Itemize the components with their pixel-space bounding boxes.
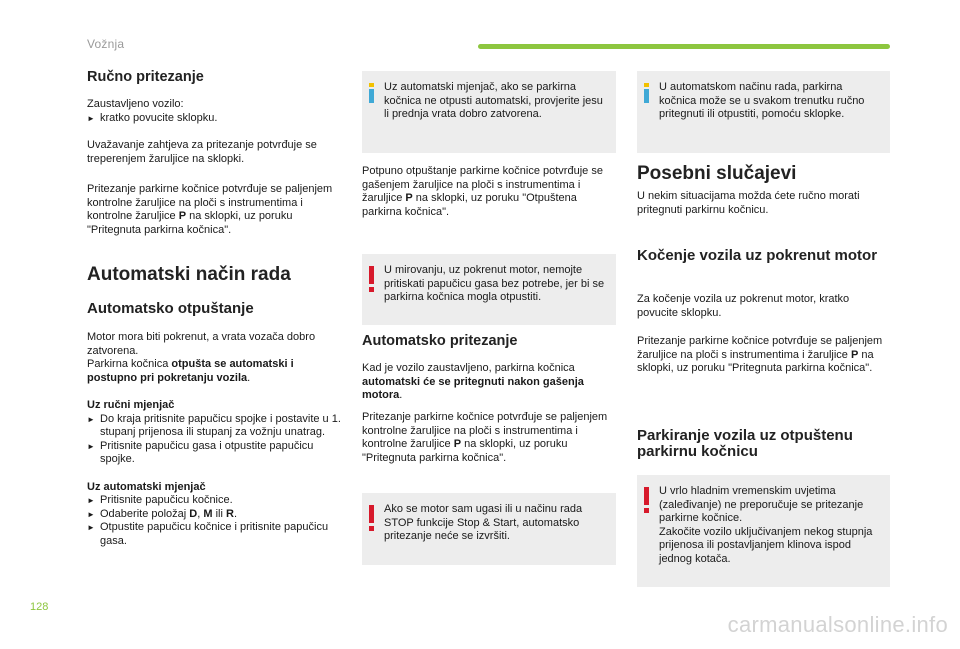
paragraph: Za kočenje vozila uz pokrenut motor, kratko povucite sklopku. bbox=[637, 293, 850, 319]
list-item: ► Pritisnite papučicu kočnice. bbox=[87, 494, 233, 506]
warning-note: U vrlo hladnim vremenskim uvjetima (zaleđivanje) ne preporučuje se pritezanje parkirne kočnice. Zakočite vozilo uključivanjem nekog stupnja prijenosa ili postavljanjem klinova ispod jednog kotača. bbox=[637, 475, 890, 587]
info-note: Uz automatski mjenjač, ako se parkirna kočnica ne otpusti automatski, provjerite jesu li prednja vrata dobro zatvorena. bbox=[362, 71, 616, 153]
warning-icon bbox=[644, 487, 650, 513]
bullet-arrow-icon: ► bbox=[87, 509, 95, 519]
column-1 bbox=[87, 64, 343, 548]
warning-note: U mirovanju, uz pokrenut motor, nemojte pritiskati papučicu gasa bez potrebe, jer bi se parkirna kočnica mogla otpustiti. bbox=[362, 254, 616, 325]
bullet-arrow-icon: ► bbox=[87, 414, 95, 424]
paragraph: Pritezanje parkirne kočnice potvrđuje se paljenjem žaruljice na ploči s instrumentima i žaruljice P na sklopki, uz poruku "Pritegnuta parkirna kočnica". bbox=[637, 335, 883, 374]
bullet-arrow-icon: ► bbox=[87, 496, 95, 505]
paragraph: Zaustavljeno vozilo: bbox=[87, 98, 184, 110]
paragraph: U nekim situacijama možda ćete ručno morati pritegnuti parkirnu kočnicu. bbox=[637, 190, 860, 216]
info-icon bbox=[369, 83, 374, 103]
list-item: ► Odaberite položaj D, M ili R. bbox=[87, 507, 237, 520]
heading-parking-released-brake: Parkiranje vozila uz otpuštenu parkirnu kočnicu bbox=[637, 427, 853, 460]
heading-manual-apply: Ručno pritezanje bbox=[87, 69, 204, 85]
warning-note: Ako se motor sam ugasi ili u načinu rada STOP funkcije Stop & Start, automatsko pritezanje neće se izvršiti. bbox=[362, 493, 616, 565]
paragraph: Pritezanje parkirne kočnice potvrđuje se paljenjem kontrolne žaruljice na ploči s instrumentima i kontrolne žaruljice P na sklopki, uz poruku "Pritegnuta parkirna kočnica". bbox=[362, 411, 608, 464]
list-item: ► Pritisnite papučicu gasa i otpustite papučicu spojke. bbox=[87, 439, 314, 465]
paragraph: Potpuno otpuštanje parkirne kočnice potvrđuje se gašenjem žaruljice na ploči s instrumentima i žaruljice P na sklopki, uz poruku "Otpuštena parkirna kočnica". bbox=[362, 165, 603, 218]
watermark: carmanualsonline.info bbox=[727, 612, 948, 637]
heading-automatic-mode: Automatski način rada bbox=[87, 264, 291, 285]
info-icon bbox=[644, 83, 649, 103]
section-accent-bar bbox=[478, 44, 890, 49]
warning-icon bbox=[369, 266, 375, 292]
info-note: U automatskom načinu rada, parkirna kočnica može se u svakom trenutku ručno pritegnuti ili otpustiti, pomoću sklopke. bbox=[637, 71, 890, 153]
bullet-arrow-icon: ► bbox=[87, 113, 95, 123]
paragraph: Kad je vozilo zaustavljeno, parkirna kočnica automatski će se pritegnuti nakon gašenja motora. bbox=[362, 362, 584, 401]
heading-automatic-apply: Automatsko pritezanje bbox=[362, 333, 518, 349]
list-item: ► Otpustite papučicu kočnice i pritisnite papučicu gasa. bbox=[87, 521, 329, 547]
automatic-gearbox-title: Uz automatski mjenjač bbox=[87, 480, 206, 493]
manual-gearbox-title: Uz ručni mjenjač bbox=[87, 399, 175, 411]
page-number: 128 bbox=[30, 601, 49, 613]
paragraph: Uvažavanje zahtjeva za pritezanje potvrđuje se treperenjem žaruljice na sklopki. bbox=[87, 139, 317, 165]
paragraph: Motor mora biti pokrenut, a vrata vozača dobro zatvorena. Parkirna kočnica otpušta se automatski i postupno pri pokretanju vozila. bbox=[87, 331, 316, 384]
bullet-arrow-icon: ► bbox=[87, 523, 95, 532]
list-item: ► kratko povucite sklopku. bbox=[87, 111, 218, 124]
section-title: Vožnja bbox=[87, 37, 125, 51]
bullet-arrow-icon: ► bbox=[87, 441, 95, 451]
warning-icon bbox=[369, 505, 375, 531]
heading-special-cases: Posebni slučajevi bbox=[637, 163, 797, 184]
heading-braking-engine-running: Kočenje vozila uz pokrenut motor bbox=[637, 247, 878, 264]
paragraph: Pritezanje parkirne kočnice potvrđuje se paljenjem kontrolne žaruljice na ploči s instrumentima i kontrolne žaruljice P na sklopki, uz poruku "Pritegnuta parkirna kočnica". bbox=[87, 183, 333, 236]
list-item: ► Do kraja pritisnite papučicu spojke i postavite u 1. stupanj prijenosa ili stupanj za vožnju unatrag. bbox=[87, 412, 341, 438]
heading-automatic-release: Automatsko otpuštanje bbox=[87, 300, 254, 317]
